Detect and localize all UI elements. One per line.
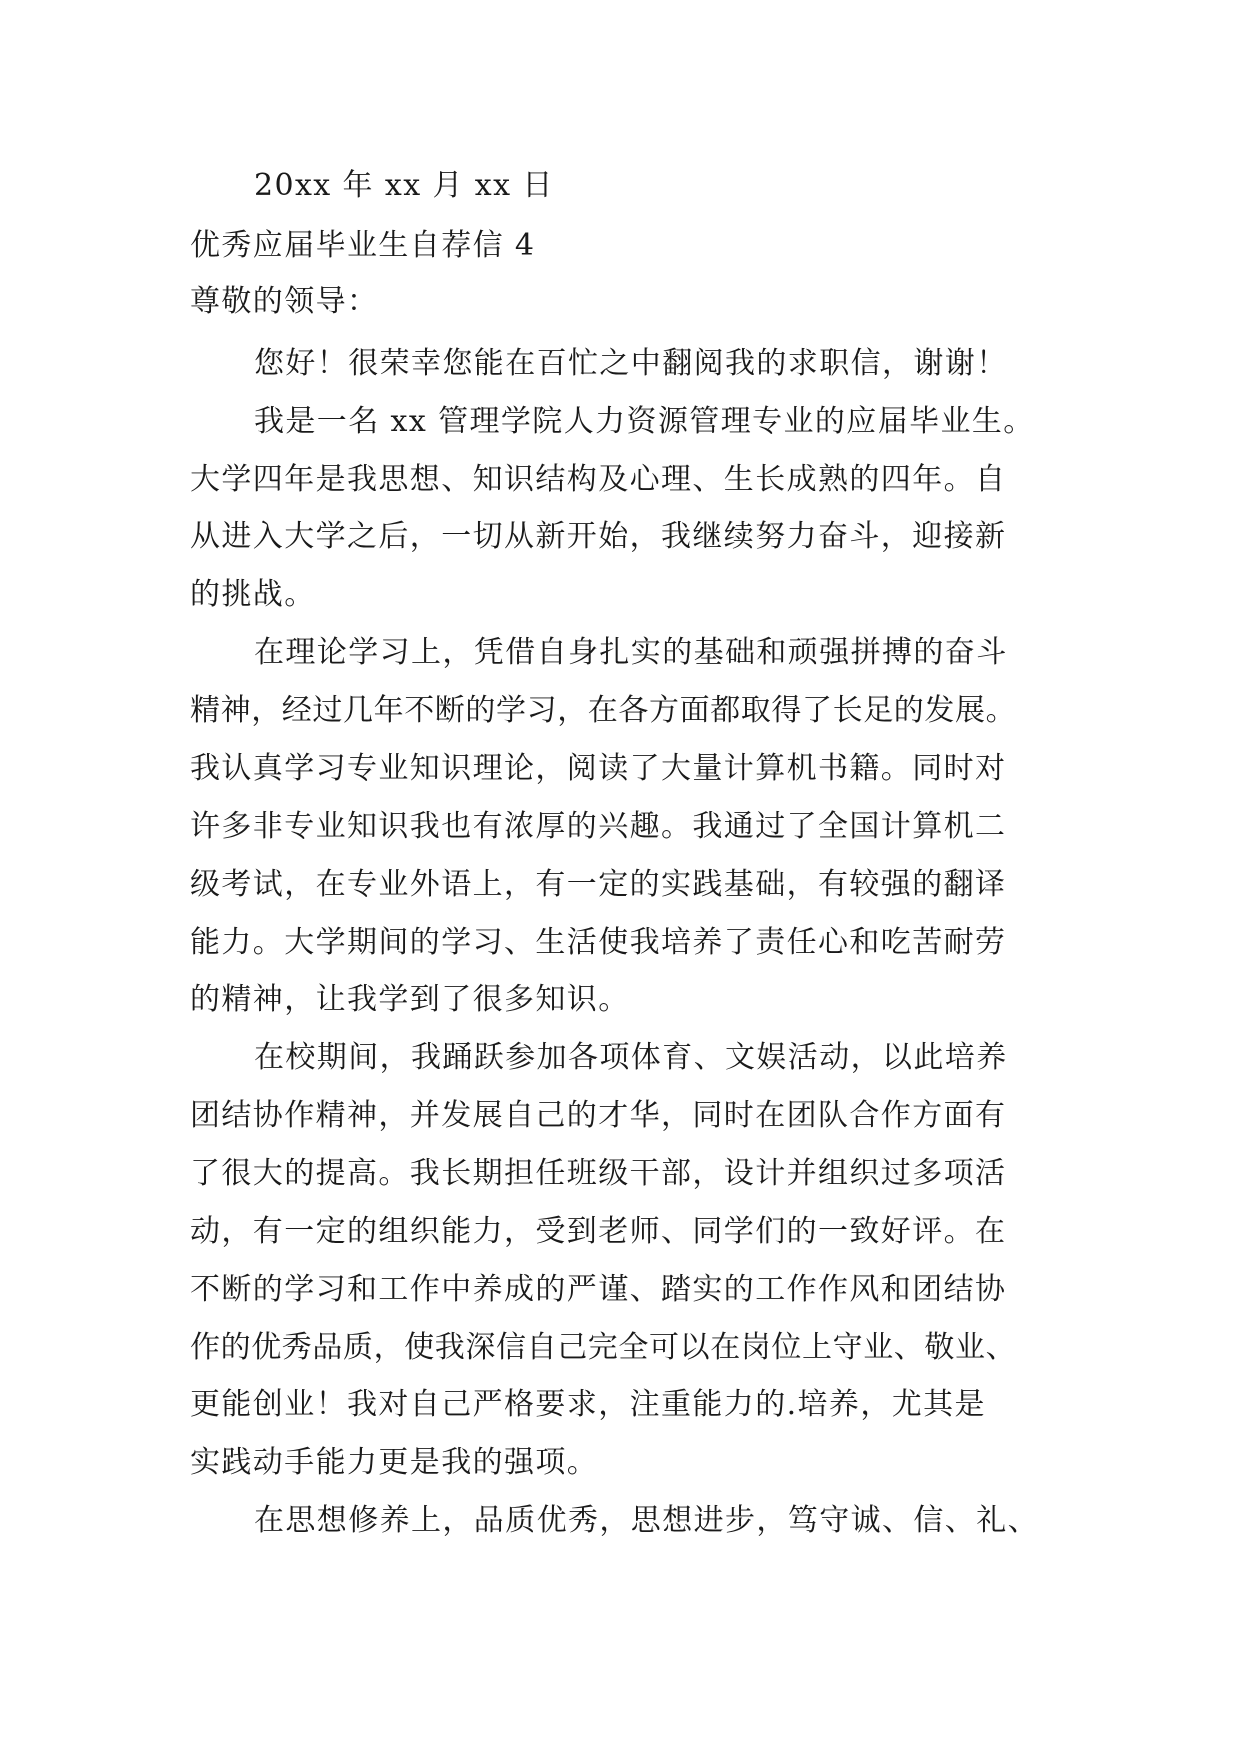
paragraph-3-line-2: 团结协作精神，并发展自己的才华，同时在团队合作方面有 xyxy=(190,1098,1007,1133)
paragraph-1-line-2: 大学四年是我思想、知识结构及心理、生长成熟的四年。自 xyxy=(190,462,1007,497)
paragraph-1-line-3: 从进入大学之后，一切从新开始，我继续努力奋斗，迎接新 xyxy=(190,519,1007,554)
salutation: 尊敬的领导： xyxy=(190,284,379,319)
paragraph-3-line-3: 了很大的提高。我长期担任班级干部，设计并组织过多项活 xyxy=(190,1156,1007,1191)
paragraph-2-line-6: 能力。大学期间的学习、生活使我培养了责任心和吃苦耐劳 xyxy=(190,925,1007,960)
greeting: 您好！很荣幸您能在百忙之中翻阅我的求职信，谢谢！ xyxy=(254,346,1008,381)
paragraph-2-line-3: 我认真学习专业知识理论，阅读了大量计算机书籍。同时对 xyxy=(190,751,1007,786)
paragraph-2-line-4: 许多非专业知识我也有浓厚的兴趣。我通过了全国计算机二 xyxy=(190,809,1007,844)
paragraph-3-line-5: 不断的学习和工作中养成的严谨、踏实的工作作风和团结协 xyxy=(190,1272,1007,1307)
paragraph-3-line-6: 作的优秀品质，使我深信自己完全可以在岗位上守业、敬业、 xyxy=(190,1330,1017,1365)
paragraph-2-line-1: 在理论学习上，凭借自身扎实的基础和顽强拼搏的奋斗 xyxy=(254,635,1008,670)
paragraph-3-line-8: 实践动手能力更是我的强项。 xyxy=(190,1445,599,1480)
paragraph-1-line-1: 我是一名 xx 管理学院人力资源管理专业的应届毕业生。 xyxy=(254,404,1035,439)
paragraph-2-line-5: 级考试，在专业外语上，有一定的实践基础，有较强的翻译 xyxy=(190,867,1007,902)
date-line: 20xx 年 xx 月 xx 日 xyxy=(254,168,554,203)
paragraph-2-line-2: 精神，经过几年不断的学习，在各方面都取得了长足的发展。 xyxy=(190,693,1017,728)
paragraph-4-line-1: 在思想修养上，品质优秀，思想进步，笃守诚、信、礼、 xyxy=(254,1503,1039,1538)
paragraph-2-line-7: 的精神，让我学到了很多知识。 xyxy=(190,982,630,1017)
letter-title: 优秀应届毕业生自荐信 4 xyxy=(190,228,536,263)
paragraph-3-line-4: 动，有一定的组织能力，受到老师、同学们的一致好评。在 xyxy=(190,1214,1007,1249)
paragraph-1-line-4: 的挑战。 xyxy=(190,577,316,612)
paragraph-3-line-7: 更能创业！我对自己严格要求，注重能力的.培养，尤其是 xyxy=(190,1387,986,1422)
paragraph-3-line-1: 在校期间，我踊跃参加各项体育、文娱活动，以此培养 xyxy=(254,1040,1008,1075)
